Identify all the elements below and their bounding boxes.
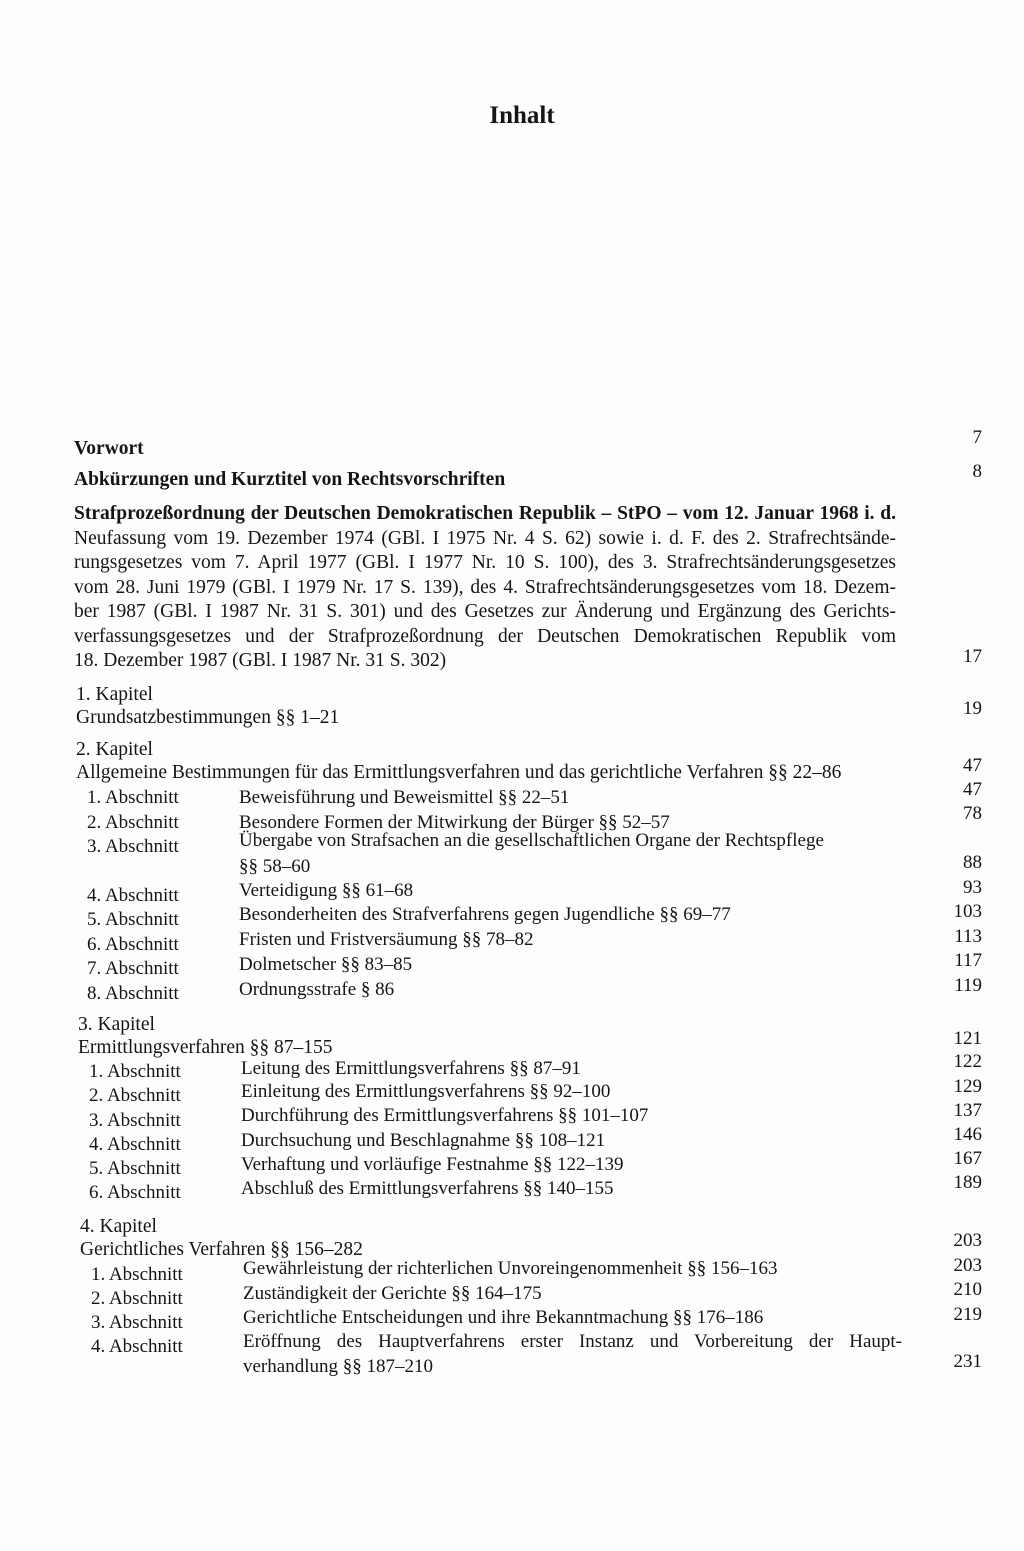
section-label: 2. Abschnitt — [89, 1085, 181, 1106]
section-title: Beweisführung und Beweismittel §§ 22–51 — [239, 787, 570, 808]
page-number: 167 — [953, 1148, 982, 1169]
section-title: Übergabe von Strafsachen an die gesellschaftlichen Organe der Rechtspflege — [239, 830, 824, 851]
section-title: Dolmetscher §§ 83–85 — [239, 954, 413, 975]
page-number: 231 — [953, 1351, 982, 1372]
chapter-label: 2. Kapitel — [76, 739, 153, 760]
section-title: Ordnungsstrafe § 86 — [239, 979, 395, 1000]
toc-entry-abkuerzungen: Abkürzungen und Kurztitel von Rechtsvorschriften — [74, 469, 506, 490]
page-number: 203 — [953, 1255, 982, 1276]
section-label: 1. Abschnitt — [89, 1061, 181, 1082]
page-number: 121 — [953, 1028, 982, 1049]
section-title: Abschluß des Ermittlungsverfahrens §§ 140–155 — [241, 1178, 614, 1199]
section-label: 2. Abschnitt — [91, 1288, 183, 1309]
stpo-line: ber 1987 (GBl. I 1987 Nr. 31 S. 301) und des Gesetzes zur Änderung und Ergänzung des Gerichts- — [74, 601, 896, 622]
section-label: 4. Abschnitt — [89, 1134, 181, 1155]
stpo-line-text: Strafprozeßordnung der Deutschen Demokratischen Republik – StPO – vom 12. Januar 1968 i. d. — [74, 503, 896, 524]
chapter-label: 3. Kapitel — [78, 1014, 155, 1035]
page-title: Inhalt — [489, 102, 555, 129]
section-title-continued: §§ 58–60 — [239, 856, 311, 877]
page-number: 203 — [953, 1230, 982, 1251]
chapter-label: 4. Kapitel — [80, 1216, 157, 1237]
page-number: 137 — [953, 1100, 982, 1121]
page-number: 219 — [953, 1304, 982, 1325]
section-label: 3. Abschnitt — [91, 1312, 183, 1333]
section-label: 4. Abschnitt — [87, 885, 179, 906]
page-number: 119 — [954, 975, 982, 996]
section-title: Besonderheiten des Strafverfahrens gegen Jugendliche §§ 69–77 — [239, 904, 731, 925]
section-label: 2. Abschnitt — [87, 812, 179, 833]
page-number: 47 — [963, 755, 982, 776]
section-label: 6. Abschnitt — [89, 1182, 181, 1203]
section-title: Einleitung des Ermittlungsverfahrens §§ 92–100 — [241, 1081, 611, 1102]
page-number: 7 — [972, 427, 982, 448]
page-number: 122 — [953, 1051, 982, 1072]
page-number: 146 — [953, 1124, 982, 1145]
page-number: 78 — [963, 803, 982, 824]
section-label: 4. Abschnitt — [91, 1336, 183, 1357]
section-label: 5. Abschnitt — [89, 1158, 181, 1179]
chapter-title: Grundsatzbestimmungen §§ 1–21 — [76, 707, 340, 728]
toc-entry-stpo — [74, 502, 896, 674]
section-title: Durchführung des Ermittlungsverfahrens §§ 101–107 — [241, 1105, 649, 1126]
page-number: 8 — [972, 461, 982, 482]
section-title: Gewährleistung der richterlichen Unvoreingenommenheit §§ 156–163 — [243, 1258, 778, 1279]
page-number: 189 — [953, 1172, 982, 1193]
stpo-line — [74, 502, 896, 527]
section-title: Besondere Formen der Mitwirkung der Bürger §§ 52–57 — [239, 812, 670, 833]
page-number: 103 — [953, 901, 982, 922]
page-number: 88 — [963, 852, 982, 873]
section-label: 5. Abschnitt — [87, 909, 179, 930]
page-number: 210 — [953, 1279, 982, 1300]
chapter-title: Allgemeine Bestimmungen für das Ermittlungsverfahren und das gerichtliche Verfahren §§ 22–86 — [76, 762, 842, 783]
page-number: 113 — [954, 926, 982, 947]
section-label: 8. Abschnitt — [87, 983, 179, 1004]
section-label: 1. Abschnitt — [91, 1264, 183, 1285]
section-title: Durchsuchung und Beschlagnahme §§ 108–121 — [241, 1130, 606, 1151]
chapter-title: Gerichtliches Verfahren §§ 156–282 — [80, 1239, 363, 1260]
page-number: 17 — [963, 646, 982, 667]
chapter-title: Ermittlungsverfahren §§ 87–155 — [78, 1037, 333, 1058]
stpo-line: verfassungsgesetzes und der Strafprozeßordnung der Deutschen Demokratischen Republik vom — [74, 625, 896, 647]
section-title: Gerichtliche Entscheidungen und ihre Bekanntmachung §§ 176–186 — [243, 1307, 764, 1328]
section-title: Zuständigkeit der Gerichte §§ 164–175 — [243, 1283, 542, 1304]
section-title: Leitung des Ermittlungsverfahrens §§ 87–91 — [241, 1058, 581, 1079]
page-number: 19 — [963, 698, 982, 719]
section-title: Fristen und Fristversäumung §§ 78–82 — [239, 929, 534, 950]
page-number: 47 — [963, 779, 982, 800]
section-title: Verteidigung §§ 61–68 — [239, 880, 414, 901]
page-number: 117 — [954, 950, 982, 971]
section-label: 3. Abschnitt — [87, 836, 179, 857]
section-label: 1. Abschnitt — [87, 787, 179, 808]
section-label: 3. Abschnitt — [89, 1110, 181, 1131]
section-label: 7. Abschnitt — [87, 958, 179, 979]
section-title: Eröffnung des Hauptverfahrens erster Instanz und Vorbereitung der Haupt- — [243, 1331, 902, 1352]
toc-entry-vorwort: Vorwort — [74, 438, 144, 459]
section-title: Verhaftung und vorläufige Festnahme §§ 122–139 — [241, 1154, 624, 1175]
stpo-line: 18. Dezember 1987 (GBl. I 1987 Nr. 31 S. 302) — [74, 650, 447, 671]
section-label: 6. Abschnitt — [87, 934, 179, 955]
chapter-label: 1. Kapitel — [76, 684, 153, 705]
stpo-line: rungsgesetzes vom 7. April 1977 (GBl. I 1977 Nr. 10 S. 100), des 3. Strafrechtsänderungsgesetzes — [74, 552, 896, 573]
page-number: 129 — [953, 1076, 982, 1097]
section-title-continued: verhandlung §§ 187–210 — [243, 1356, 433, 1377]
stpo-line: Neufassung vom 19. Dezember 1974 (GBl. I 1975 Nr. 4 S. 62) sowie i. d. F. des 2. Strafrechtsände- — [74, 527, 896, 549]
stpo-line: vom 28. Juni 1979 (GBl. I 1979 Nr. 17 S. 139), des 4. Strafrechtsänderungsgesetzes vom 18. Dezem- — [74, 576, 896, 598]
page-number: 93 — [963, 877, 982, 898]
